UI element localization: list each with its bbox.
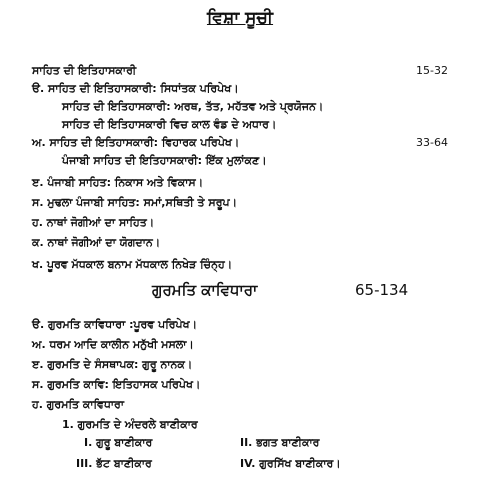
section-title: ਗੁਰਮਤਿ ਕਾਵਿਧਾਰਾ: [152, 281, 258, 299]
list-item: [0, 316, 480, 334]
list-item-text: ਸਾਹਿਤ ਦੀ ਇਤਿਹਾਸਕਾਰੀ: [32, 64, 137, 77]
list-item: [0, 194, 480, 212]
list-item: [0, 80, 480, 98]
list-item-text: 1. ਗੁਰਮਤਿ ਦੇ ਅੰਦਰਲੇ ਬਾਣੀਕਾਰ: [62, 418, 198, 431]
page-range: 33-64: [416, 136, 448, 149]
list-item: [0, 434, 480, 452]
list-item: [0, 234, 480, 252]
list-item-text: ਹ. ਗੁਰਮਤਿ ਕਾਵਿਧਾਰਾ: [32, 398, 125, 411]
list-item: [0, 62, 480, 80]
list-item-text: ਅ. ਧਰਮ ਆਦਿ ਕਾਲੀਨ ਮਨੁੱਖੀ ਮਸਲਾ।: [32, 338, 194, 351]
page-range: 15-32: [416, 64, 448, 77]
list-item: [0, 416, 480, 434]
list-item: [0, 214, 480, 232]
list-item-text: ਪੰਜਾਬੀ ਸਾਹਿਤ ਦੀ ਇਤਿਹਾਸਕਾਰੀ: ਇੱਕ ਮੁਲਾਂਕਣ।: [62, 154, 267, 167]
list-item-text: ੲ. ਪੰਜਾਬੀ ਸਾਹਿਤ: ਨਿਕਾਸ ਅਤੇ ਵਿਕਾਸ।: [32, 176, 204, 189]
list-item: [0, 134, 480, 152]
list-item: [0, 336, 480, 354]
list-item-text: ਕ. ਨਾਥਾਂ ਜੋਗੀਆਂ ਦਾ ਯੋਗਦਾਨ।: [32, 236, 161, 249]
list-item-text: ਸਾਹਿਤ ਦੀ ਇਤਿਹਾਸਕਾਰੀ ਵਿਚ ਕਾਲ ਵੰਡ ਦੇ ਅਧਾਰ।: [62, 118, 277, 131]
list-item-text: ਸ. ਗੁਰਮਤਿ ਕਾਵਿ: ਇਤਿਹਾਸਕ ਪਰਿਪੇਖ।: [32, 378, 201, 391]
list-item-text: ਹ. ਨਾਥਾਂ ਜੋਗੀਆਂ ਦਾ ਸਾਹਿਤ।: [32, 216, 155, 229]
page-range: 65-134: [355, 281, 409, 299]
bani-item: I. ਗੁਰੂ ਬਾਣੀਕਾਰ: [84, 436, 153, 449]
list-item: [0, 98, 480, 116]
list-item: [0, 455, 480, 473]
section-heading: [0, 281, 480, 305]
page-title: ਵਿਸ਼ਾ ਸੂਚੀ: [206, 8, 274, 28]
list-item-text: ੳ. ਗੁਰਮਤਿ ਕਾਵਿਧਾਰਾ :ਪੂਰਵ ਪਰਿਪੇਖ।: [32, 318, 198, 331]
list-item-text: ਸ. ਮੁਢਲਾ ਪੰਜਾਬੀ ਸਾਹਿਤ: ਸਮਾਂ,ਸਥਿਤੀ ਤੇ ਸਰੂਪ।: [32, 196, 238, 209]
bani-item: II. ਭਗਤ ਬਾਣੀਕਾਰ: [240, 436, 320, 449]
list-item: [0, 174, 480, 192]
list-item-text: ਖ. ਪੂਰਵ ਮੱਧਕਾਲ ਬਨਾਮ ਮੱਧਕਾਲ ਨਿਖੇੜ ਚਿੰਨ੍ਹ।: [32, 258, 233, 271]
list-item: [0, 116, 480, 134]
list-item: [0, 152, 480, 170]
bani-item: IV. ਗੁਰਸਿੱਖ ਬਾਣੀਕਾਰ।: [240, 457, 341, 470]
list-item: [0, 376, 480, 394]
list-item: [0, 396, 480, 414]
list-item-text: ੳ. ਸਾਹਿਤ ਦੀ ਇਤਿਹਾਸਕਾਰੀ: ਸਿਧਾਂਤਕ ਪਰਿਪੇਖ।: [32, 82, 239, 95]
list-item-text: ਸਾਹਿਤ ਦੀ ਇਤਿਹਾਸਕਾਰੀ: ਅਰਥ, ਤੱਤ, ਮਹੱਤਵ ਅਤੇ ਪ੍ਰਯੋਜਨ।: [62, 100, 324, 113]
list-item: [0, 256, 480, 274]
list-item: [0, 356, 480, 374]
list-item-text: ਅ. ਸਾਹਿਤ ਦੀ ਇਤਿਹਾਸਕਾਰੀ: ਵਿਹਾਰਕ ਪਰਿਪੇਖ।: [32, 136, 240, 149]
bani-item: III. ਭੱਟ ਬਾਣੀਕਾਰ: [76, 457, 152, 470]
list-item-text: ੲ. ਗੁਰਮਤਿ ਦੇ ਸੰਸਥਾਪਕ: ਗੁਰੂ ਨਾਨਕ।: [32, 358, 193, 371]
